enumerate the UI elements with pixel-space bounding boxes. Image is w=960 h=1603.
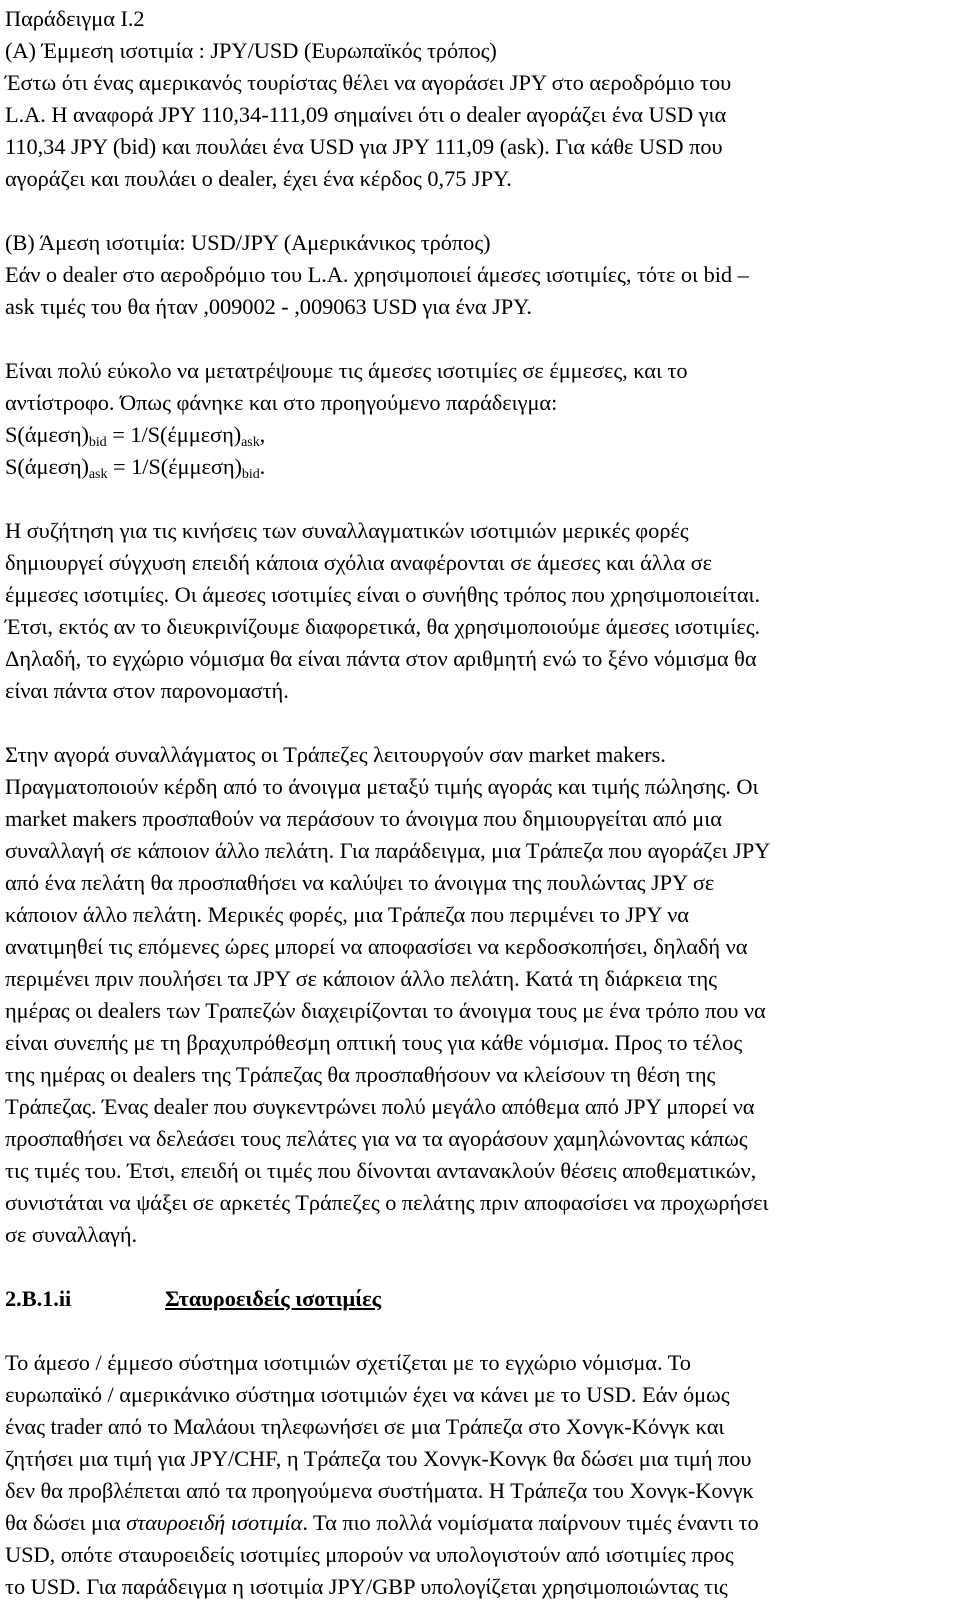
cross-rates-line: Το άμεσο / έμμεσο σύστημα ισοτιμιών σχετίζεται με το εγχώριο νόμισμα. Το: [5, 1350, 691, 1375]
cross-rates-line: ένας trader από το Μαλάουι τηλεφωνήσει σε μια Τράπεζα στο Χονγκ-Κόνγκ και: [5, 1414, 725, 1439]
conversion-line: αντίστροφο. Όπως φάνηκε και στο προηγούμενο παράδειγμα:: [5, 390, 558, 415]
formula-rhs-subscript: bid: [241, 467, 260, 482]
market-makers-line: από ένα πελάτη θα προσπαθήσει να καλύψει το άνοιγμα της πουλώντας JPY σε: [5, 870, 715, 895]
formula-end: .: [259, 454, 266, 479]
cross-rates-line: το USD. Για παράδειγμα η ισοτιμία JPY/GBP υπολογίζεται χρησιμοποιώντας τις: [5, 1574, 728, 1599]
cross-rates-line-italic: [5, 1507, 951, 1539]
market-makers-line: περιμένει πριν πουλήσει τα JPY σε κάποιον άλλο πελάτη. Κατά τη διάρκεια της: [5, 966, 717, 991]
market-makers-line: συνιστάται να ψάξει σε αρκετές Τράπεζες ο πελάτης πριν αποφασίσει να προχωρήσει: [5, 1190, 769, 1215]
section-title: Σταυροειδείς ισοτιμίες: [165, 1286, 381, 1311]
part-a-line: 110,34 JPY (bid) και πουλάει ένα USD για JPY 111,09 (ask). Για κάθε USD που: [5, 134, 723, 159]
market-makers-line: συναλλαγή σε κάποιον άλλο πελάτη. Για παράδειγμα, μια Τράπεζα που αγοράζει JPY: [5, 838, 771, 863]
market-makers-line: market makers προσπαθούν να περάσουν το άνοιγμα που δημιουργείται από μια: [5, 806, 722, 831]
paragraph-gap: [5, 483, 951, 515]
paragraph-gap: [5, 1315, 951, 1347]
formula-bid: [5, 419, 951, 451]
paragraph-gap: [5, 195, 951, 227]
market-makers-line: κάποιον άλλο πελάτη. Μερικές φορές, μια Τράπεζα που περιμένει το JPY να: [5, 902, 689, 927]
cross-rates-line: ευρωπαϊκό / αμερικάνικο σύστημα ισοτιμιών έχει να κάνει με το USD. Εάν όμως: [5, 1382, 730, 1407]
part-b-line: Εάν ο dealer στο αεροδρόμιο του L.A. χρησιμοποιεί άμεσες ισοτιμίες, τότε οι bid –: [5, 262, 749, 287]
market-makers-line: της ημέρας οι dealers της Τράπεζας θα προσπαθήσουν να κλείσουν τη θέση της: [5, 1062, 716, 1087]
discussion-line: είναι πάντα στον παρονομαστή.: [5, 678, 289, 703]
formula-rhs: = 1/S(έμμεση): [107, 454, 242, 479]
cross-rates-text: . Τα πιο πολλά νομίσματα παίρνουν τιμές έναντι το: [302, 1510, 759, 1535]
paragraph-gap: [5, 707, 951, 739]
cross-rates-line: δεν θα προβλέπεται από τα προηγούμενα συστήματα. Η Τράπεζα του Χονγκ-Κονγκ: [5, 1478, 754, 1503]
part-b-heading: (Β) Άμεση ισοτιμία: USD/JPY (Αμερικάνικος τρόπος): [5, 230, 491, 255]
market-makers-line: τις τιμές του. Έτσι, επειδή οι τιμές που δίνονται αντανακλούν θέσεις αποθεματικών,: [5, 1158, 757, 1183]
market-makers-line: Τράπεζας. Ένας dealer που συγκεντρώνει πολύ μεγάλο απόθεμα από JPY μπορεί να: [5, 1094, 755, 1119]
discussion-line: έμμεσες ισοτιμίες. Οι άμεσες ισοτιμίες είναι ο συνήθης τρόπος που χρησιμοποιείται.: [5, 582, 761, 607]
paragraph-gap: [5, 1251, 951, 1283]
formula-lhs: S(άμεση): [5, 422, 89, 447]
document-page: [5, 3, 951, 1603]
formula-lhs-subscript: bid: [88, 435, 107, 450]
formula-rhs-subscript: ask: [241, 435, 260, 450]
discussion-line: Η συζήτηση για τις κινήσεις των συναλλαγματικών ισοτιμιών μερικές φορές: [5, 518, 689, 543]
paragraph-gap: [5, 323, 951, 355]
market-makers-line: ανατιμηθεί τις επόμενες ώρες μπορεί να αποφασίσει να κερδοσκοπήσει, δηλαδή να: [5, 934, 748, 959]
formula-lhs-subscript: ask: [88, 467, 108, 482]
part-a-line: L.A. Η αναφορά JPY 110,34-111,09 σημαίνει ότι ο dealer αγοράζει ένα USD για: [5, 102, 727, 127]
part-a-line: Έστω ότι ένας αμερικανός τουρίστας θέλει να αγοράσει JPY στο αεροδρόμιο του: [5, 70, 732, 95]
cross-rates-line: USD, οπότε σταυροειδείς ισοτιμίες μπορούν να υπολογιστούν από ισοτιμίες προς: [5, 1542, 734, 1567]
discussion-line: Έτσι, εκτός αν το διευκρινίζουμε διαφορετικά, θα χρησιμοποιούμε άμεσες ισοτιμίες.: [5, 614, 761, 639]
cross-rate-term: σταυροειδή ισοτιμία: [126, 1510, 303, 1535]
part-a-heading: (Α) Έμμεση ισοτιμία : JPY/USD (Ευρωπαϊκός τρόπος): [5, 38, 497, 63]
market-makers-line: σε συναλλαγή.: [5, 1222, 138, 1247]
cross-rates-text: θα δώσει μια: [5, 1510, 127, 1535]
formula-end: ,: [259, 422, 266, 447]
formula-rhs: = 1/S(έμμεση): [106, 422, 242, 447]
market-makers-line: προσπαθήσει να δελεάσει τους πελάτες για να τα αγοράσουν χαμηλώνοντας κάπως: [5, 1126, 748, 1151]
example-title: Παράδειγμα Ι.2: [5, 6, 145, 31]
market-makers-line: ημέρας οι dealers των Τραπεζών διαχειρίζονται το άνοιγμα τους με ένα τρόπο που να: [5, 998, 766, 1023]
conversion-line: Είναι πολύ εύκολο να μετατρέψουμε τις άμεσες ισοτιμίες σε έμμεσες, και το: [5, 358, 688, 383]
discussion-line: Δηλαδή, το εγχώριο νόμισμα θα είναι πάντα στον αριθμητή ενώ το ξένο νόμισμα θα: [5, 646, 757, 671]
section-heading: [5, 1283, 951, 1315]
cross-rates-line: ζητήσει μια τιμή για JPY/CHF, η Τράπεζα του Χονγκ-Κονγκ θα δώσει μια τιμή που: [5, 1446, 752, 1471]
market-makers-line: Στην αγορά συναλλάγματος οι Τράπεζες λειτουργούν σαν market makers.: [5, 742, 666, 767]
section-number: 2.B.1.ii: [5, 1286, 72, 1311]
market-makers-line: Πραγματοποιούν κέρδη από το άνοιγμα μεταξύ τιμής αγοράς και τιμής πώλησης. Οι: [5, 774, 759, 799]
part-b-line: ask τιμές του θα ήταν ,009002 - ,009063 USD για ένα JPY.: [5, 294, 532, 319]
formula-ask: [5, 451, 951, 483]
market-makers-line: είναι συνεπής με τη βραχυπρόθεσμη οπτική τους για κάθε νόμισμα. Προς το τέλος: [5, 1030, 743, 1055]
formula-lhs: S(άμεση): [5, 454, 89, 479]
part-a-line: αγοράζει και πουλάει ο dealer, έχει ένα κέρδος 0,75 JPY.: [5, 166, 512, 191]
discussion-line: δημιουργεί σύγχυση επειδή κάποια σχόλια αναφέρονται σε άμεσες και άλλα σε: [5, 550, 712, 575]
